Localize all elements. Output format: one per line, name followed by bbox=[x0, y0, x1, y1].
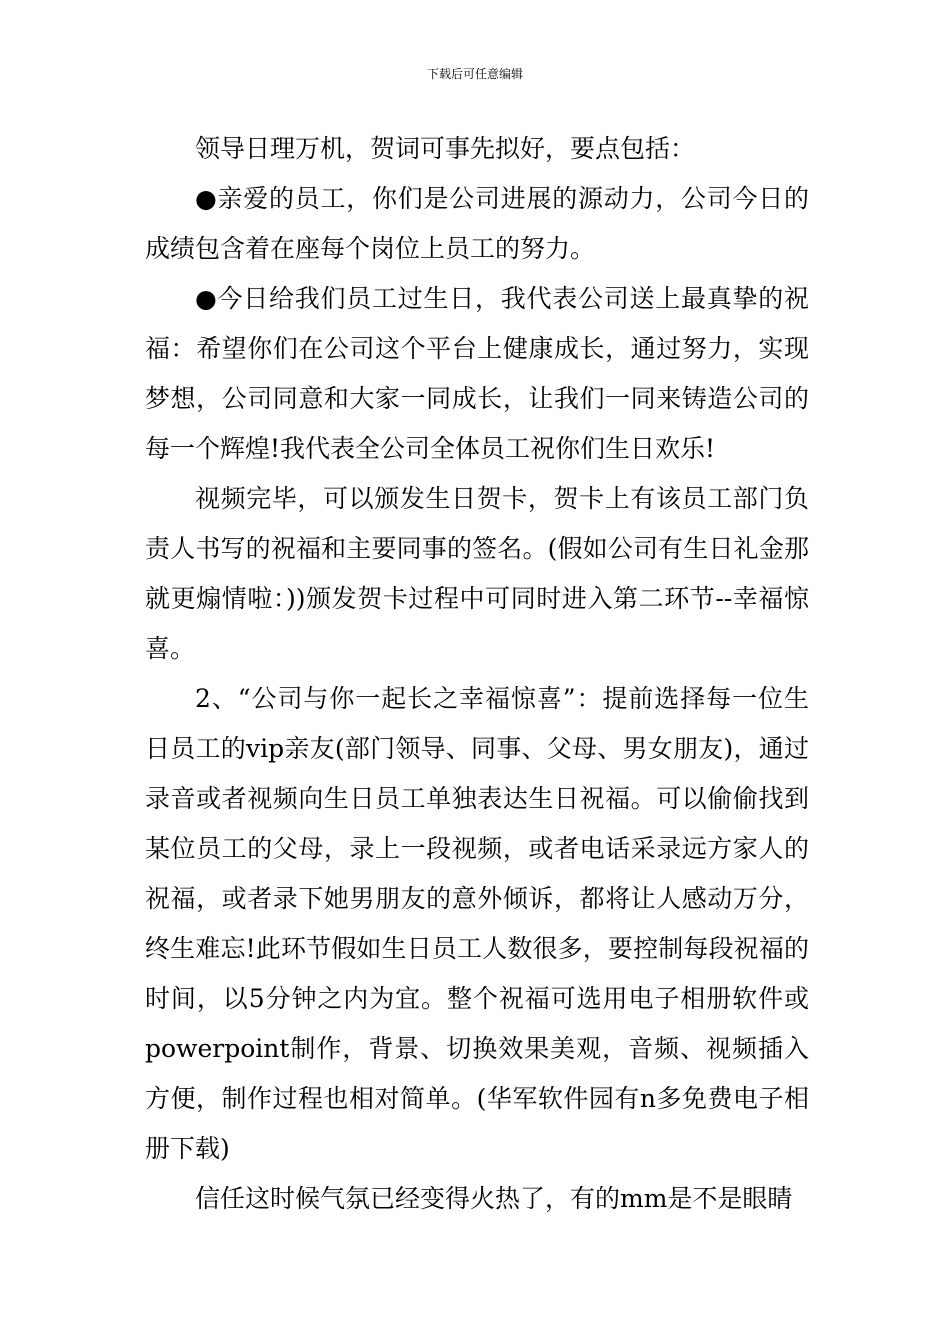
paragraph: 2、“公司与你一起长之幸福惊喜”：提前选择每一位生日员工的vip亲友(部门领导、同事、父母、男女朋友)，通过录音或者视频向生日员工单独表达生日祝福。可以偷偷找到某位员工的父母，录上一段视频，或者电话采录远方家人的祝福，或者录下她男朋友的意外倾诉，都将让人感动万分，终生难忘!此环节假如生日员工人数很多，要控制每段祝福的时间，以5分钟之内为宜。整个祝福可选用电子相册软件或powerpoint制作，背景、切换效果美观，音频、视频插入方便，制作过程也相对简单。(华军软件园有n多免费电子相册下载) bbox=[145, 684, 809, 1163]
document-body bbox=[145, 124, 809, 1224]
paragraph: ●今日给我们员工过生日，我代表公司送上最真挚的祝福：希望你们在公司这个平台上健康成长，通过努力，实现梦想，公司同意和大家一同成长，让我们一同来铸造公司的每一个辉煌!我代表全公司全体员工祝你们生日欢乐! bbox=[145, 284, 809, 463]
paragraph: 视频完毕，可以颁发生日贺卡，贺卡上有该员工部门负责人书写的祝福和主要同事的签名。(假如公司有生日礼金那就更煽情啦：))颁发贺卡过程中可同时进入第二环节--幸福惊喜。 bbox=[145, 484, 809, 663]
page-header: 下载后可任意编辑 bbox=[426, 67, 523, 81]
paragraph: 信任这时候气氛已经变得火热了，有的mm是不是眼睛 bbox=[195, 1184, 793, 1213]
paragraph: 领导日理万机，贺词可事先拟好，要点包括： bbox=[195, 134, 696, 163]
paragraph: ●亲爱的员工，你们是公司进展的源动力，公司今日的成绩包含着在座每个岗位上员工的努力。 bbox=[145, 184, 809, 263]
